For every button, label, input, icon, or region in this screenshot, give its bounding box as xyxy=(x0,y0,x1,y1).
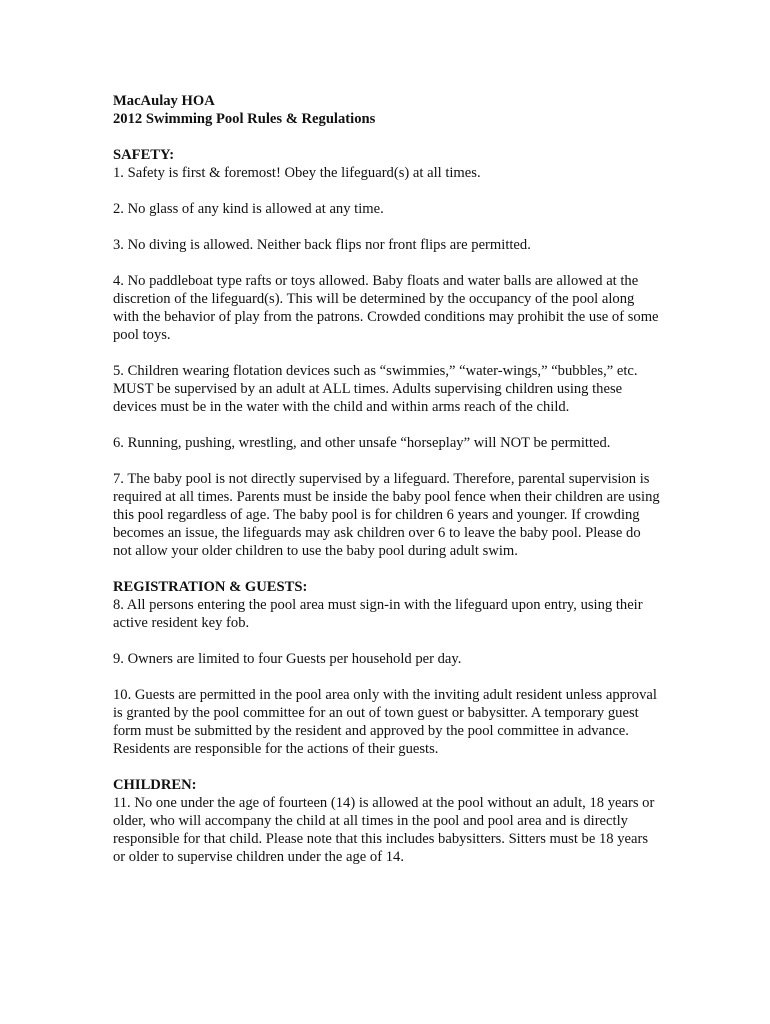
section-safety xyxy=(113,146,661,560)
rule-item: 8. All persons entering the pool area must sign-in with the lifeguard upon entry, using their active resident key fob. xyxy=(113,597,643,631)
section-title: REGISTRATION & GUESTS: xyxy=(113,579,308,595)
rule-item: 10. Guests are permitted in the pool area only with the inviting adult resident unless approval is granted by the pool committee for an out of town guest or babysitter. A temporary guest form must be submitted by the resident and approved by the pool committee in advance. Residents are responsible for the actions of their guests. xyxy=(113,687,657,757)
rule-item: 2. No glass of any kind is allowed at any time. xyxy=(113,201,384,217)
rule-item: 5. Children wearing flotation devices such as “swimmies,” “water-wings,” “bubbles,” etc. MUST be supervised by an adult at ALL times. Adults supervising children using these devices must be in the water with the child and within arms reach of the child. xyxy=(113,363,638,415)
section-title: SAFETY: xyxy=(113,147,175,163)
rule-item: 1. Safety is first & foremost! Obey the lifeguard(s) at all times. xyxy=(113,165,481,181)
document-page xyxy=(113,92,661,866)
document-header xyxy=(113,92,661,128)
rule-item: 7. The baby pool is not directly supervised by a lifeguard. Therefore, parental supervision is required at all times. Parents must be inside the baby pool fence when their children are using this pool regardless of age. The baby pool is for children 6 years and younger. If crowding becomes an issue, the lifeguards may ask children over 6 to leave the baby pool. Please do not allow your older children to use the baby pool during adult swim. xyxy=(113,471,660,559)
rule-item: 11. No one under the age of fourteen (14) is allowed at the pool without an adult, 18 years or older, who will accompany the child at all times in the pool and pool area and is directly responsible for that child. Please note that this includes babysitters. Sitters must be 18 years or older to supervise children under the age of 14. xyxy=(113,795,655,865)
rule-item: 4. No paddleboat type rafts or toys allowed. Baby floats and water balls are allowed at the discretion of the lifeguard(s). This will be determined by the occupancy of the pool along with the behavior of play from the patrons. Crowded conditions may prohibit the use of some pool toys. xyxy=(113,273,659,343)
section-children xyxy=(113,776,661,866)
section-registration-guests xyxy=(113,578,661,758)
organization-name: MacAulay HOA xyxy=(113,93,215,109)
rule-item: 6. Running, pushing, wrestling, and other unsafe “horseplay” will NOT be permitted. xyxy=(113,435,611,451)
section-title: CHILDREN: xyxy=(113,777,197,793)
rule-item: 9. Owners are limited to four Guests per household per day. xyxy=(113,651,462,667)
rule-item: 3. No diving is allowed. Neither back flips nor front flips are permitted. xyxy=(113,237,531,253)
document-title: 2012 Swimming Pool Rules & Regulations xyxy=(113,111,376,127)
